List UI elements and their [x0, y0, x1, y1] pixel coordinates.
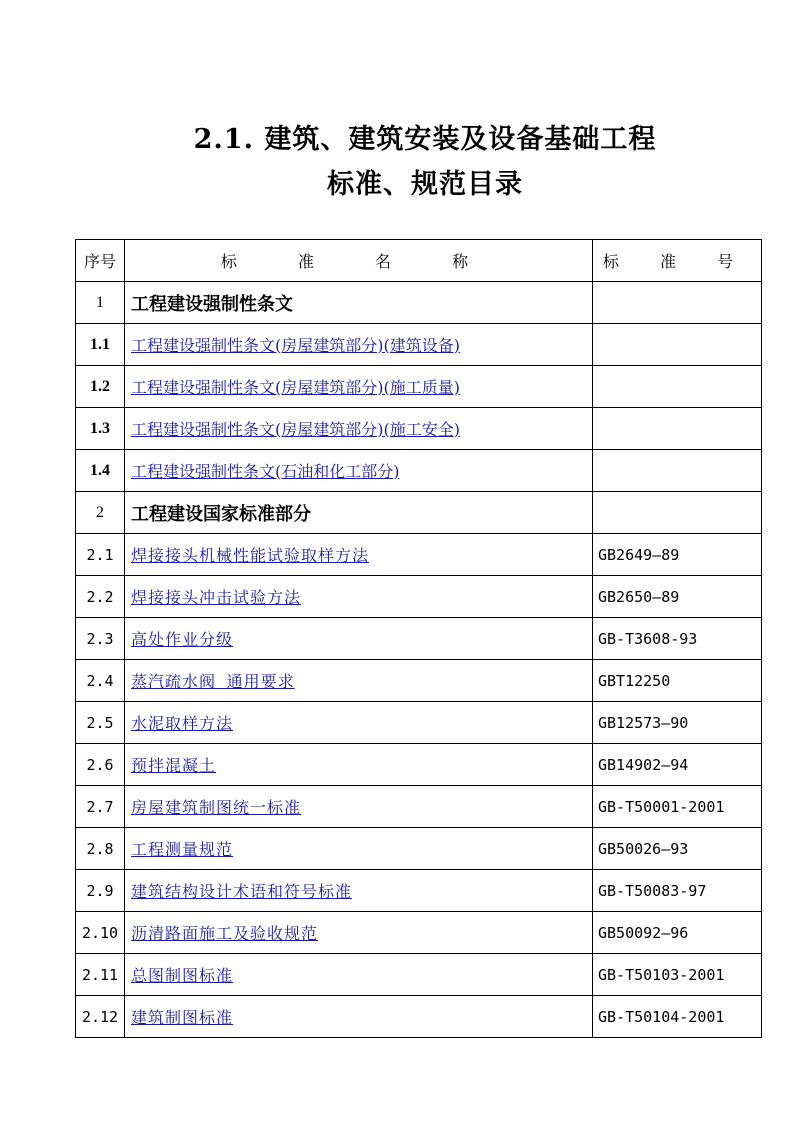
row-number: 2.3	[76, 618, 125, 660]
standard-link[interactable]: 建筑结构设计术语和符号标准	[131, 882, 353, 901]
standard-name-cell	[125, 828, 593, 870]
row-number: 2.5	[76, 702, 125, 744]
row-number: 2.6	[76, 744, 125, 786]
standard-link[interactable]: 水泥取样方法	[131, 714, 234, 733]
standard-name-cell	[125, 744, 593, 786]
table-row	[76, 324, 762, 366]
standard-link[interactable]: 沥清路面施工及验收规范	[131, 924, 319, 943]
table-row	[76, 996, 762, 1038]
header-standard-name: 标 准 名 称	[125, 240, 593, 282]
standard-name-cell	[125, 954, 593, 996]
standard-name-cell	[125, 324, 593, 366]
standard-code	[593, 282, 762, 324]
standard-code: GB-T50083-97	[593, 870, 762, 912]
standard-code: GB-T3608-93	[593, 618, 762, 660]
table-row	[76, 660, 762, 702]
standard-link[interactable]: 工程建设强制性条文(石油和化工部分)	[131, 462, 400, 481]
standard-name-cell	[125, 534, 593, 576]
standard-name-cell	[125, 912, 593, 954]
standard-name-cell	[125, 576, 593, 618]
standard-code	[593, 324, 762, 366]
standard-link[interactable]: 房屋建筑制图统一标准	[131, 798, 302, 817]
standard-link[interactable]: 焊接接头机械性能试验取样方法	[131, 546, 370, 565]
standard-code: GB-T50104-2001	[593, 996, 762, 1038]
row-number: 2.7	[76, 786, 125, 828]
row-number: 2.8	[76, 828, 125, 870]
standards-table	[75, 239, 762, 1038]
standard-code	[593, 492, 762, 534]
table-header-row	[76, 240, 762, 282]
table-row	[76, 366, 762, 408]
standard-name-cell	[125, 618, 593, 660]
standard-link[interactable]: 建筑制图标准	[131, 1008, 234, 1027]
section-row	[76, 492, 762, 534]
row-number: 1	[76, 282, 125, 324]
standard-code: GB2650—89	[593, 576, 762, 618]
standard-code	[593, 366, 762, 408]
section-title: 工程建设国家标准部分	[125, 492, 593, 534]
row-number: 1.3	[76, 408, 125, 450]
table-row	[76, 450, 762, 492]
standard-code: GB50092—96	[593, 912, 762, 954]
section-title: 工程建设强制性条文	[125, 282, 593, 324]
table-row	[76, 576, 762, 618]
page-subtitle: 标准、规范目录	[327, 169, 523, 200]
table-row	[76, 954, 762, 996]
header-index: 序号	[76, 240, 125, 282]
standard-link[interactable]: 蒸汽疏水阀 通用要求	[131, 672, 295, 691]
table-row	[76, 534, 762, 576]
standard-link[interactable]: 工程测量规范	[131, 840, 234, 859]
standard-name-cell	[125, 660, 593, 702]
standard-code: GB50026—93	[593, 828, 762, 870]
row-number: 2.11	[76, 954, 125, 996]
row-number: 1.1	[76, 324, 125, 366]
standard-code: GB-T50103-2001	[593, 954, 762, 996]
row-number: 2.12	[76, 996, 125, 1038]
table-row	[76, 408, 762, 450]
standard-code: GB12573—90	[593, 702, 762, 744]
header-standard-code: 标 准 号	[593, 240, 762, 282]
standard-code: GBT12250	[593, 660, 762, 702]
standard-code	[593, 450, 762, 492]
row-number: 2.2	[76, 576, 125, 618]
standard-code: GB-T50001-2001	[593, 786, 762, 828]
table-row	[76, 828, 762, 870]
row-number: 2.10	[76, 912, 125, 954]
row-number: 1.2	[76, 366, 125, 408]
section-row	[76, 282, 762, 324]
table-row	[76, 870, 762, 912]
standard-name-cell	[125, 996, 593, 1038]
table-row	[76, 618, 762, 660]
table-row	[76, 912, 762, 954]
standard-name-cell	[125, 366, 593, 408]
standard-link[interactable]: 焊接接头冲击试验方法	[131, 588, 302, 607]
standard-code	[593, 408, 762, 450]
table-row	[76, 702, 762, 744]
standard-link[interactable]: 预拌混凝土	[131, 756, 217, 775]
standard-link[interactable]: 高处作业分级	[131, 630, 234, 649]
page-title: 2.1. 建筑、建筑安装及设备基础工程	[193, 124, 657, 155]
standard-name-cell	[125, 450, 593, 492]
row-number: 2.4	[76, 660, 125, 702]
standard-code: GB2649—89	[593, 534, 762, 576]
row-number: 2	[76, 492, 125, 534]
row-number: 2.9	[76, 870, 125, 912]
standard-code: GB14902—94	[593, 744, 762, 786]
row-number: 2.1	[76, 534, 125, 576]
standard-name-cell	[125, 408, 593, 450]
standard-link[interactable]: 工程建设强制性条文(房屋建筑部分)(施工质量)	[131, 378, 460, 397]
table-row	[76, 744, 762, 786]
standard-name-cell	[125, 702, 593, 744]
standard-link[interactable]: 总图制图标准	[131, 966, 234, 985]
standard-name-cell	[125, 786, 593, 828]
table-row	[76, 786, 762, 828]
standard-name-cell	[125, 870, 593, 912]
standard-link[interactable]: 工程建设强制性条文(房屋建筑部分)(施工安全)	[131, 420, 460, 439]
table-body	[76, 282, 762, 1038]
standard-link[interactable]: 工程建设强制性条文(房屋建筑部分)(建筑设备)	[131, 336, 460, 355]
row-number: 1.4	[76, 450, 125, 492]
